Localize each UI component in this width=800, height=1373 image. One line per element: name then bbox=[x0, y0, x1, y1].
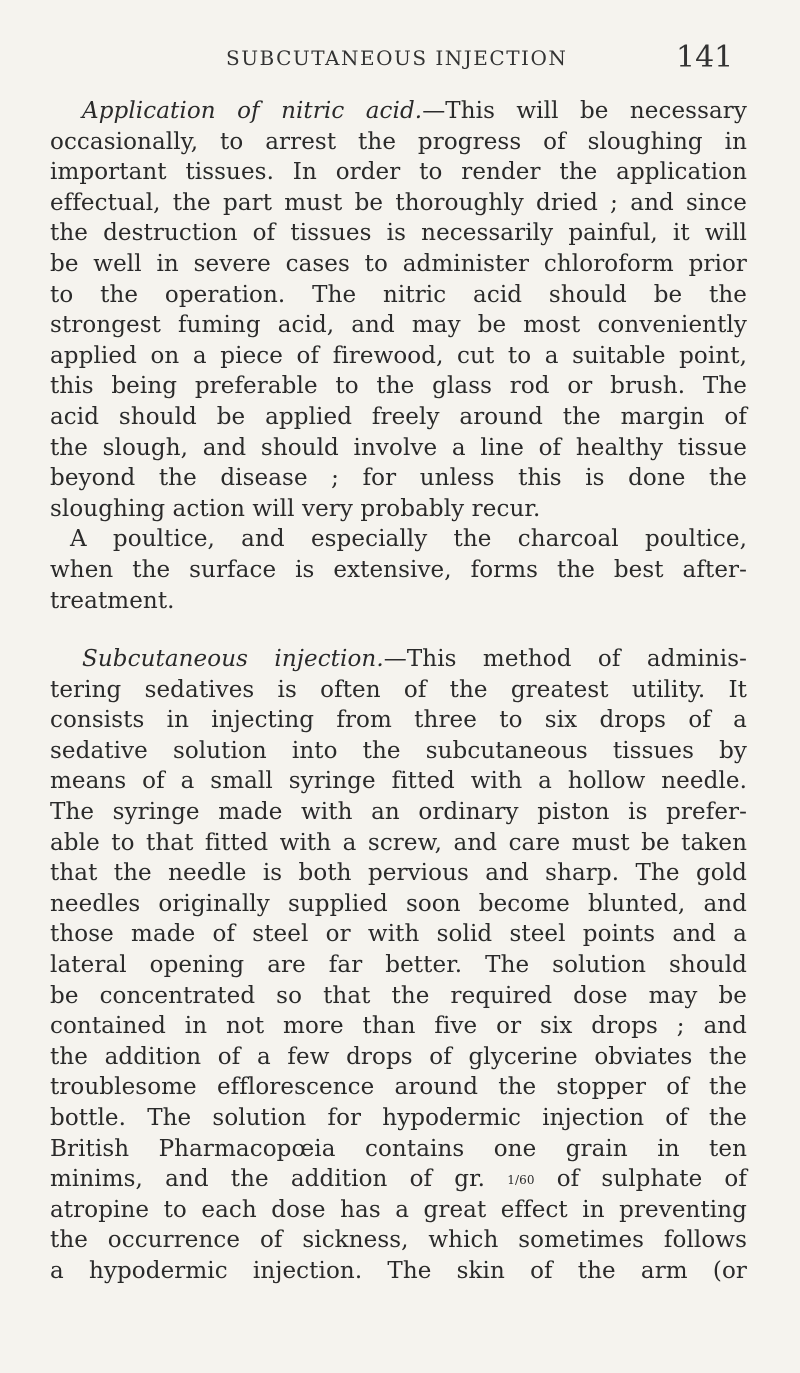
text-fragment: of sulphate of bbox=[556, 1166, 747, 1193]
text-line: sloughing action will very probably recur. bbox=[50, 495, 541, 522]
text-line: important tissues. In order to render the application bbox=[50, 159, 747, 186]
text-line: atropine to each dose has a great effect in preventing bbox=[50, 1196, 747, 1223]
text-line: consists in injecting from three to six drops of a bbox=[50, 707, 747, 734]
paragraph-gap bbox=[50, 616, 747, 644]
text-line: able to that fitted with a screw, and care must be taken bbox=[50, 829, 747, 856]
section-heading-subcutaneous-injection: Subcutaneous injection. bbox=[82, 646, 384, 673]
body-text bbox=[50, 96, 747, 1287]
text-line: British Pharmacopœia contains one grain in ten bbox=[50, 1135, 747, 1162]
text-line: treatment. bbox=[50, 587, 175, 614]
text-line: this being preferable to the glass rod or brush. The bbox=[50, 373, 747, 400]
text-line: strongest fuming acid, and may be most conveniently bbox=[50, 312, 747, 339]
text-line: troublesome efflorescence around the stopper of the bbox=[50, 1074, 747, 1101]
text-line: occasionally, to arrest the progress of sloughing in bbox=[50, 128, 747, 155]
text-line: —This method of adminis- bbox=[383, 646, 747, 673]
text-line: that the needle is both pervious and sharp. The gold bbox=[50, 860, 747, 887]
text-line: the destruction of tissues is necessarily painful, it will bbox=[50, 220, 747, 247]
text-line: when the surface is extensive, forms the best after- bbox=[50, 556, 747, 583]
text-line: bottle. The solution for hypodermic injection of the bbox=[50, 1105, 747, 1131]
text-line: contained in not more than five or six drops ; and bbox=[50, 1013, 747, 1040]
running-head bbox=[0, 42, 800, 82]
text-line: needles originally supplied soon become blunted, and bbox=[50, 890, 747, 917]
text-line: acid should be applied freely around the margin of bbox=[50, 403, 747, 430]
text-line: effectual, the part must be thoroughly dried ; and since bbox=[50, 189, 747, 216]
section-heading-nitric-acid: Application of nitric acid. bbox=[82, 98, 423, 124]
text-line: applied on a piece of firewood, cut to a suitable point, bbox=[50, 342, 747, 369]
section-2-first-line bbox=[50, 644, 747, 675]
text-line: lateral opening are far better. The solution should bbox=[50, 952, 747, 979]
text-line: the occurrence of sickness, which sometimes follows bbox=[50, 1227, 747, 1254]
text-line: A poultice, and especially the charcoal poultice, bbox=[70, 526, 747, 553]
running-title: SUBCUTANEOUS INJECTION bbox=[226, 46, 568, 70]
fraction-one-sixtieth: 1/60 bbox=[507, 1173, 535, 1188]
text-line: beyond the disease ; for unless this is done the bbox=[50, 465, 747, 492]
text-line: —This will be necessary bbox=[422, 98, 747, 124]
text-line: to the operation. The nitric acid should be the bbox=[50, 281, 747, 308]
text-line: tering sedatives is often of the greatest utility. It bbox=[50, 676, 747, 703]
text-fragment: minims, and the addition of gr. bbox=[50, 1166, 486, 1193]
text-line: means of a small syringe fitted with a hollow needle. bbox=[50, 768, 747, 795]
page-number: 141 bbox=[676, 40, 734, 75]
text-line: The syringe made with an ordinary piston is prefer- bbox=[50, 799, 747, 826]
text-line: be concentrated so that the required dose may be bbox=[50, 982, 747, 1009]
text-line: a hypodermic injection. The skin of the arm (or bbox=[50, 1257, 747, 1284]
text-line: be well in severe cases to administer chloroform prior bbox=[50, 250, 747, 277]
text-line: the slough, and should involve a line of healthy tissue bbox=[50, 434, 747, 461]
text-line: sedative solution into the subcutaneous tissues by bbox=[50, 737, 747, 764]
text-line: the addition of a few drops of glycerine obviates the bbox=[50, 1043, 747, 1070]
text-line-with-fraction bbox=[50, 1164, 747, 1195]
section-1-first-line bbox=[50, 96, 747, 127]
text-line: those made of steel or with solid steel points and a bbox=[50, 921, 747, 948]
